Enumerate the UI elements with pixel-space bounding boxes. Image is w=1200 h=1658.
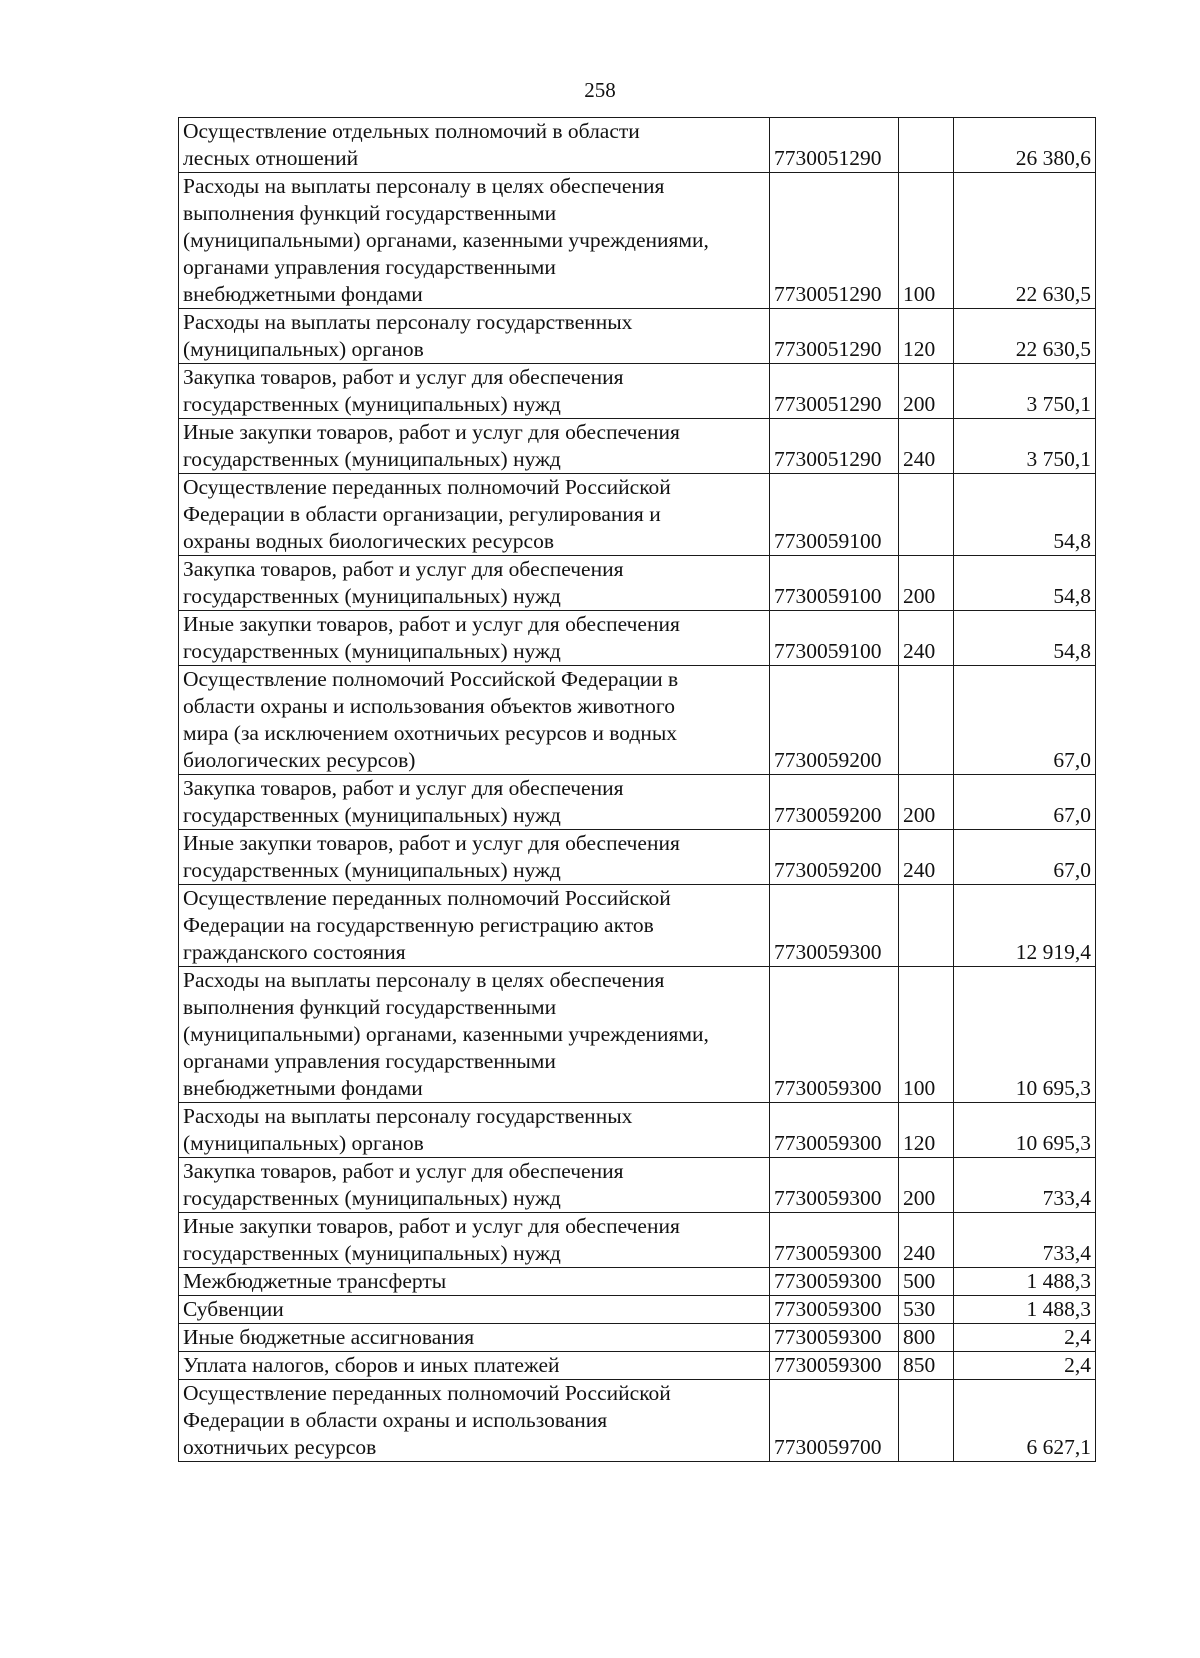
description-line: Межбюджетные трансферты (183, 1269, 447, 1293)
budget-table-body (179, 118, 1096, 1462)
row-description (179, 1352, 770, 1380)
description-line: государственных (муниципальных) нужд (183, 1186, 561, 1210)
row-description (179, 173, 770, 309)
amount: 22 630,5 (954, 309, 1096, 364)
target-article-code: 7730059300 (770, 1268, 899, 1296)
description-line: Иные бюджетные ассигнования (183, 1325, 475, 1349)
amount: 54,8 (954, 474, 1096, 556)
amount: 10 695,3 (954, 1103, 1096, 1158)
expense-type-code (899, 1380, 954, 1462)
expense-type-code: 240 (899, 830, 954, 885)
row-description (179, 118, 770, 173)
table-row (179, 118, 1096, 173)
description-line: биологических ресурсов) (183, 748, 416, 772)
row-description (179, 419, 770, 474)
amount: 26 380,6 (954, 118, 1096, 173)
description-line: Осуществление переданных полномочий Российской (183, 475, 671, 499)
table-row (179, 419, 1096, 474)
description-line: Осуществление переданных полномочий Российской (183, 886, 671, 910)
description-line: Федерации в области охраны и использования (183, 1408, 608, 1432)
description-line: Расходы на выплаты персоналу государственных (183, 1104, 633, 1128)
description-line: государственных (муниципальных) нужд (183, 584, 561, 608)
row-description (179, 1158, 770, 1213)
row-description (179, 1296, 770, 1324)
table-row (179, 775, 1096, 830)
description-line: внебюджетными фондами (183, 282, 423, 306)
row-description (179, 1103, 770, 1158)
description-line: государственных (муниципальных) нужд (183, 858, 561, 882)
table-row (179, 611, 1096, 666)
description-line: Закупка товаров, работ и услуг для обеспечения (183, 365, 624, 389)
amount: 67,0 (954, 775, 1096, 830)
amount: 67,0 (954, 666, 1096, 775)
description-line: (муниципальных) органов (183, 337, 424, 361)
table-row (179, 1352, 1096, 1380)
target-article-code: 7730059700 (770, 1380, 899, 1462)
amount: 1 488,3 (954, 1296, 1096, 1324)
expense-type-code: 530 (899, 1296, 954, 1324)
table-row (179, 556, 1096, 611)
expense-type-code: 120 (899, 1103, 954, 1158)
description-line: государственных (муниципальных) нужд (183, 447, 561, 471)
description-line: органами управления государственными (183, 255, 556, 279)
description-line: внебюджетными фондами (183, 1076, 423, 1100)
description-line: выполнения функций государственными (183, 201, 557, 225)
description-line: Иные закупки товаров, работ и услуг для обеспечения (183, 612, 680, 636)
amount: 3 750,1 (954, 364, 1096, 419)
expense-type-code (899, 666, 954, 775)
amount: 1 488,3 (954, 1268, 1096, 1296)
target-article-code: 7730051290 (770, 309, 899, 364)
target-article-code: 7730059300 (770, 1324, 899, 1352)
expense-type-code: 100 (899, 967, 954, 1103)
budget-table (178, 117, 1096, 1462)
expense-type-code: 240 (899, 611, 954, 666)
description-line: органами управления государственными (183, 1049, 556, 1073)
amount: 3 750,1 (954, 419, 1096, 474)
target-article-code: 7730059300 (770, 967, 899, 1103)
amount: 54,8 (954, 556, 1096, 611)
description-line: Федерации на государственную регистрацию актов (183, 913, 654, 937)
description-line: Расходы на выплаты персоналу в целях обеспечения (183, 968, 665, 992)
expense-type-code: 240 (899, 1213, 954, 1268)
table-row (179, 309, 1096, 364)
description-line: мира (за исключением охотничьих ресурсов и водных (183, 721, 678, 745)
table-row (179, 967, 1096, 1103)
row-description (179, 885, 770, 967)
description-line: гражданского состояния (183, 940, 406, 964)
table-row (179, 1380, 1096, 1462)
amount: 22 630,5 (954, 173, 1096, 309)
target-article-code: 7730051290 (770, 173, 899, 309)
expense-type-code: 240 (899, 419, 954, 474)
expense-type-code: 100 (899, 173, 954, 309)
description-line: Федерации в области организации, регулирования и (183, 502, 661, 526)
description-line: Закупка товаров, работ и услуг для обеспечения (183, 776, 624, 800)
table-row (179, 1158, 1096, 1213)
target-article-code: 7730059100 (770, 556, 899, 611)
row-description (179, 364, 770, 419)
row-description (179, 1324, 770, 1352)
amount: 54,8 (954, 611, 1096, 666)
target-article-code: 7730059200 (770, 775, 899, 830)
description-line: Закупка товаров, работ и услуг для обеспечения (183, 557, 624, 581)
expense-type-code: 200 (899, 1158, 954, 1213)
description-line: Осуществление полномочий Российской Федерации в (183, 667, 679, 691)
description-line: Расходы на выплаты персоналу государственных (183, 310, 633, 334)
description-line: (муниципальными) органами, казенными учреждениями, (183, 1022, 709, 1046)
description-line: Иные закупки товаров, работ и услуг для обеспечения (183, 420, 680, 444)
amount: 6 627,1 (954, 1380, 1096, 1462)
table-row (179, 173, 1096, 309)
expense-type-code: 500 (899, 1268, 954, 1296)
description-line: Субвенции (183, 1297, 284, 1321)
amount: 2,4 (954, 1352, 1096, 1380)
page-number: 258 (584, 78, 616, 102)
description-line: Уплата налогов, сборов и иных платежей (183, 1353, 560, 1377)
row-description (179, 556, 770, 611)
target-article-code: 7730059300 (770, 1158, 899, 1213)
description-line: Закупка товаров, работ и услуг для обеспечения (183, 1159, 624, 1183)
expense-type-code: 850 (899, 1352, 954, 1380)
target-article-code: 7730059300 (770, 885, 899, 967)
expense-type-code (899, 885, 954, 967)
table-row (179, 1296, 1096, 1324)
row-description (179, 666, 770, 775)
description-line: Иные закупки товаров, работ и услуг для обеспечения (183, 831, 680, 855)
amount: 67,0 (954, 830, 1096, 885)
row-description (179, 775, 770, 830)
amount: 733,4 (954, 1213, 1096, 1268)
expense-type-code: 200 (899, 556, 954, 611)
row-description (179, 830, 770, 885)
target-article-code: 7730059200 (770, 666, 899, 775)
description-line: Осуществление отдельных полномочий в области (183, 119, 640, 143)
table-row (179, 666, 1096, 775)
description-line: государственных (муниципальных) нужд (183, 803, 561, 827)
expense-type-code: 200 (899, 775, 954, 830)
description-line: Осуществление переданных полномочий Российской (183, 1381, 671, 1405)
description-line: охотничьих ресурсов (183, 1435, 377, 1459)
table-row (179, 1103, 1096, 1158)
description-line: области охраны и использования объектов животного (183, 694, 675, 718)
expense-type-code (899, 118, 954, 173)
description-line: государственных (муниципальных) нужд (183, 392, 561, 416)
target-article-code: 7730051290 (770, 364, 899, 419)
row-description (179, 967, 770, 1103)
description-line: государственных (муниципальных) нужд (183, 639, 561, 663)
description-line: государственных (муниципальных) нужд (183, 1241, 561, 1265)
table-row (179, 364, 1096, 419)
amount: 10 695,3 (954, 967, 1096, 1103)
row-description (179, 309, 770, 364)
target-article-code: 7730051290 (770, 419, 899, 474)
target-article-code: 7730059200 (770, 830, 899, 885)
description-line: лесных отношений (183, 146, 359, 170)
amount: 733,4 (954, 1158, 1096, 1213)
amount: 2,4 (954, 1324, 1096, 1352)
table-row (179, 1324, 1096, 1352)
table-row (179, 1268, 1096, 1296)
table-row (179, 830, 1096, 885)
target-article-code: 7730059300 (770, 1296, 899, 1324)
expense-type-code (899, 474, 954, 556)
table-row (179, 1213, 1096, 1268)
target-article-code: 7730059100 (770, 474, 899, 556)
row-description (179, 611, 770, 666)
description-line: Расходы на выплаты персоналу в целях обеспечения (183, 174, 665, 198)
target-article-code: 7730059100 (770, 611, 899, 666)
table-row (179, 474, 1096, 556)
description-line: (муниципальными) органами, казенными учреждениями, (183, 228, 709, 252)
row-description (179, 474, 770, 556)
description-line: выполнения функций государственными (183, 995, 557, 1019)
expense-type-code: 120 (899, 309, 954, 364)
target-article-code: 7730059300 (770, 1213, 899, 1268)
description-line: (муниципальных) органов (183, 1131, 424, 1155)
target-article-code: 7730059300 (770, 1103, 899, 1158)
row-description (179, 1380, 770, 1462)
target-article-code: 7730051290 (770, 118, 899, 173)
expense-type-code: 200 (899, 364, 954, 419)
description-line: Иные закупки товаров, работ и услуг для обеспечения (183, 1214, 680, 1238)
row-description (179, 1213, 770, 1268)
row-description (179, 1268, 770, 1296)
expense-type-code: 800 (899, 1324, 954, 1352)
description-line: охраны водных биологических ресурсов (183, 529, 554, 553)
amount: 12 919,4 (954, 885, 1096, 967)
table-row (179, 885, 1096, 967)
target-article-code: 7730059300 (770, 1352, 899, 1380)
